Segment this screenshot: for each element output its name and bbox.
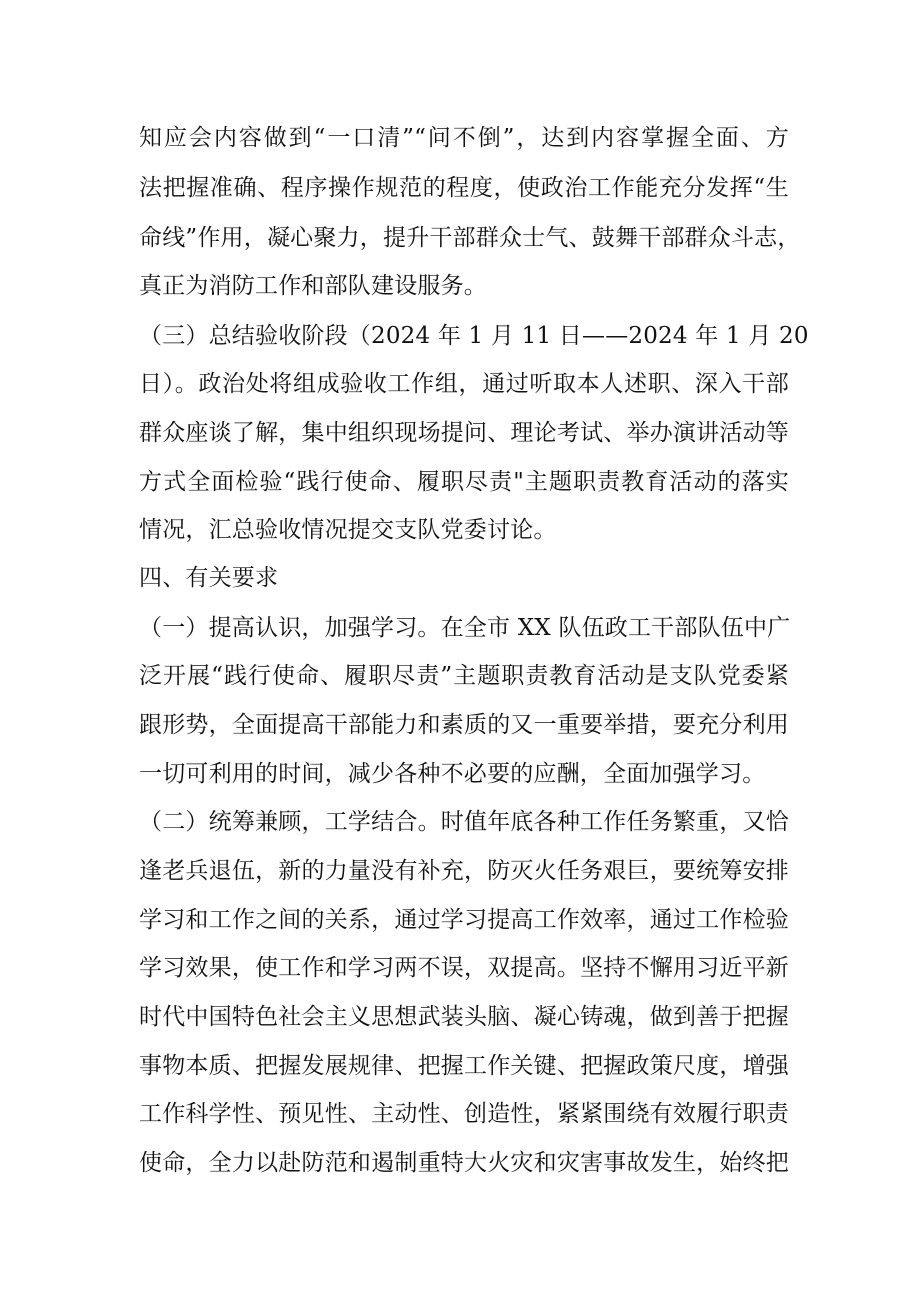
paragraph-line: 群众座谈了解，集中组织现场提问、理论考试、举办演讲活动等: [139, 420, 789, 446]
paragraph-line: 学习效果，使工作和学习两不误，双提高。坚持不懈用习近平新: [139, 955, 789, 981]
paragraph-line: 方式全面检验“践行使命、履职尽责"主题职责教育活动的落实: [139, 469, 789, 495]
paragraph-line: 使命，全力以赴防范和遏制重特大火灾和灾害事故发生，始终把: [139, 1150, 789, 1176]
paragraph-line: 时代中国特色社会主义思想武装头脑、凝心铸魂，做到善于把握: [139, 1004, 789, 1030]
paragraph-line: 情况，汇总验收情况提交支队党委讨论。: [139, 517, 557, 543]
paragraph-line: 事物本质、把握发展规律、把握工作关键、把握政策尺度，增强: [139, 1053, 789, 1079]
paragraph-line: 泛开展“践行使命、履职尽责”主题职责教育活动是支队党委紧: [139, 663, 789, 689]
section-heading-line: （二）统筹兼顾，工学结合。时值年底各种工作任务繁重，又恰: [139, 809, 789, 835]
paragraph-line: 命线”作用，凝心聚力，提升干部群众士气、鼓舞干部群众斗志，: [139, 225, 801, 251]
paragraph-line: 真正为消防工作和部队建设服务。: [139, 273, 487, 299]
section-title: 四、有关要求: [139, 565, 279, 591]
paragraph-line: 知应会内容做到“一口清”“问不倒”，达到内容掌握全面、方: [139, 125, 789, 151]
paragraph-line: 学习和工作之间的关系，通过学习提高工作效率，通过工作检验: [139, 907, 789, 933]
paragraph-line: 跟形势，全面提高干部能力和素质的又一重要举措，要充分利用: [139, 712, 789, 738]
paragraph-line: 逢老兵退伍，新的力量没有补充，防灭火任务艰巨，要统筹安排: [139, 858, 789, 884]
section-heading-line: （三）总结验收阶段（2024 年 1 月 11 日——2024 年 1 月 20: [139, 323, 809, 349]
paragraph-line: 一切可利用的时间，减少各种不必要的应酬，全面加强学习。: [139, 761, 766, 787]
paragraph-line: 法把握准确、程序操作规范的程度，使政治工作能充分发挥“生: [139, 175, 789, 201]
paragraph-line: 工作科学性、预见性、主动性、创造性，紧紧围绕有效履行职责: [139, 1101, 789, 1127]
paragraph-line: 日）。政治处将组成验收工作组，通过听取本人述职、深入干部: [139, 371, 789, 397]
section-heading-line: （一）提高认识，加强学习。在全市 XX 队伍政工干部队伍中广: [139, 615, 791, 641]
